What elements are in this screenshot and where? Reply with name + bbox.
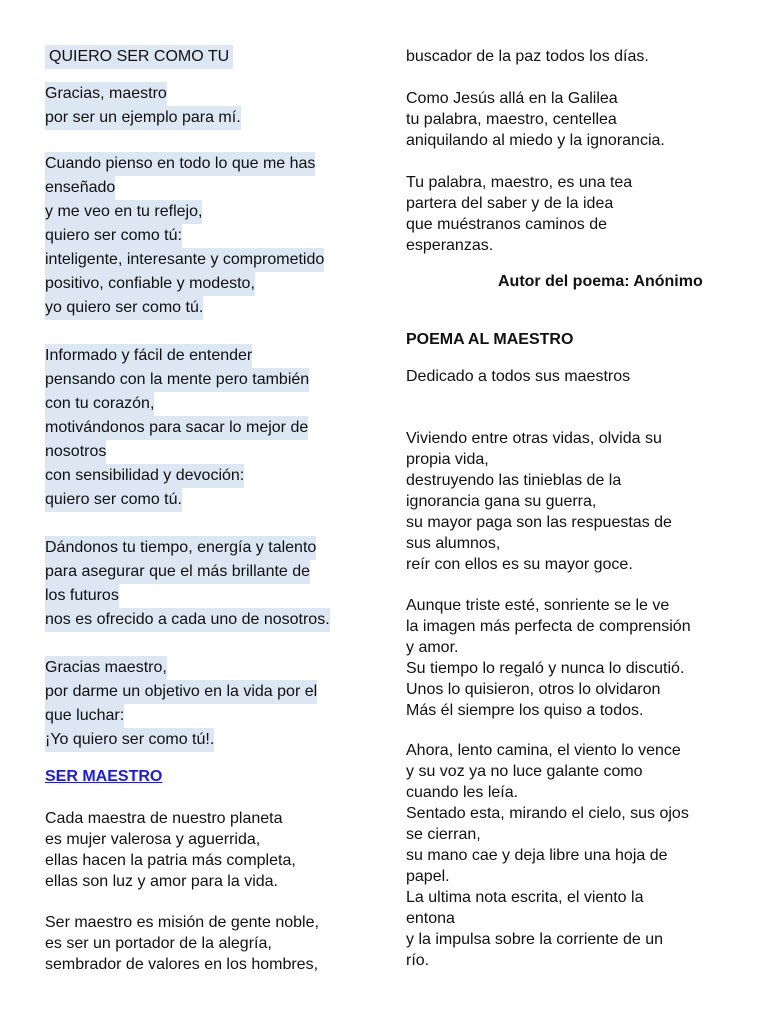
poem-line: su mayor paga son las respuestas de	[406, 514, 672, 531]
poem-line: quiero ser como tú.	[45, 488, 182, 512]
poem-line: Informado y fácil de entender	[45, 344, 252, 368]
dedication-text: Dedicado a todos sus maestros	[406, 368, 631, 385]
poem-line: Viviendo entre otras vidas, olvida su	[406, 430, 662, 447]
poem-line: se cierran,	[406, 826, 481, 843]
poem-line: aniquilando al miedo y la ignorancia.	[406, 132, 665, 149]
poem-line: para asegurar que el más brillante de	[45, 560, 310, 584]
poem-line: buscador de la paz todos los días.	[406, 48, 649, 65]
left-stanza-1	[45, 82, 241, 130]
poem-line: que muéstranos caminos de	[406, 216, 607, 233]
dedication	[406, 366, 630, 387]
right-stanza-1	[406, 46, 649, 67]
poem-line: Su tiempo lo regaló y nunca lo discutió.	[406, 660, 685, 677]
poem-line: Aunque triste esté, sonriente se le ve	[406, 597, 670, 614]
poem-line: Sentado esta, mirando el cielo, sus ojos	[406, 805, 689, 822]
poem-line: Tu palabra, maestro, es una tea	[406, 174, 633, 191]
right-stanza-6	[406, 740, 689, 971]
poem-line: sembrador de valores en los hombres,	[45, 956, 319, 973]
left-stanza-6	[45, 808, 296, 892]
author-line	[498, 271, 703, 292]
poem-line: por ser un ejemplo para mí.	[45, 106, 241, 130]
poem-line: y su voz ya no luce galante como	[406, 763, 643, 780]
left-stanza-7	[45, 912, 319, 975]
poem-line: y amor.	[406, 639, 459, 656]
poem-line: enseñado	[45, 176, 115, 200]
right-stanza-2	[406, 88, 665, 151]
poem-line: quiero ser como tú:	[45, 224, 182, 248]
poem-line: Ahora, lento camina, el viento lo vence	[406, 742, 681, 759]
poem-line: Cada maestra de nuestro planeta	[45, 810, 283, 827]
right-stanza-3	[406, 172, 632, 256]
poem-line: ellas hacen la patria más completa,	[45, 852, 296, 869]
poem-line: tu palabra, maestro, centellea	[406, 111, 617, 128]
poem-line: con tu corazón,	[45, 392, 154, 416]
author-text: Autor del poema: Anónimo	[498, 273, 703, 290]
left-stanza-4	[45, 536, 330, 632]
poem-title-text: QUIERO SER COMO TU	[45, 45, 233, 69]
poem-line: por darme un objetivo en la vida por el	[45, 680, 317, 704]
poem-line: ¡Yo quiero ser como tú!.	[45, 728, 214, 752]
poem-line: sus alumnos,	[406, 535, 501, 552]
poem-line: pensando con la mente pero también	[45, 368, 309, 392]
poem-line: cuando les leía.	[406, 784, 519, 801]
left-stanza-3	[45, 344, 309, 512]
poem-line: Gracias, maestro	[45, 82, 167, 106]
poem-line: su mano cae y deja libre una hoja de	[406, 847, 668, 864]
poem-title	[45, 45, 233, 69]
poem-line: es mujer valerosa y aguerrida,	[45, 831, 261, 848]
poem-line: Cuando pienso en todo lo que me has	[45, 152, 315, 176]
poem-line: y la impulsa sobre la corriente de un	[406, 931, 664, 948]
poem-line: es ser un portador de la alegría,	[45, 935, 272, 952]
poem-line: destruyendo las tinieblas de la	[406, 472, 622, 489]
poem-line: propia vida,	[406, 451, 489, 468]
poem-line: positivo, confiable y modesto,	[45, 272, 255, 296]
poem-line: inteligente, interesante y comprometido	[45, 248, 324, 272]
poem-line: Gracias maestro,	[45, 656, 167, 680]
poem-line: Ser maestro es misión de gente noble,	[45, 914, 319, 931]
right-stanza-4	[406, 428, 672, 575]
poem-line: Dándonos tu tiempo, energía y talento	[45, 536, 316, 560]
poem-line: con sensibilidad y devoción:	[45, 464, 244, 488]
right-stanza-5	[406, 595, 691, 721]
poem-line: nos es ofrecido a cada uno de nosotros.	[45, 608, 330, 632]
poem-line: La ultima nota escrita, el viento la	[406, 889, 644, 906]
poem-line: partera del saber y de la idea	[406, 195, 614, 212]
poem-line: que luchar:	[45, 704, 124, 728]
poem-line: río.	[406, 952, 430, 969]
poem-line: ignorancia gana su guerra,	[406, 493, 597, 510]
poem-line: nosotros	[45, 440, 106, 464]
section-title	[406, 329, 573, 350]
ser-maestro-link[interactable]: SER MAESTRO	[45, 768, 163, 785]
poem-line: la imagen más perfecta de comprensión	[406, 618, 691, 635]
poem-line: reír con ellos es su mayor goce.	[406, 556, 633, 573]
poem-line: Como Jesús allá en la Galilea	[406, 90, 618, 107]
poem-line: esperanzas.	[406, 237, 494, 254]
poema-al-maestro-title: POEMA AL MAESTRO	[406, 331, 574, 348]
poem-line: y me veo en tu reflejo,	[45, 200, 202, 224]
poem-line: motivándonos para sacar lo mejor de	[45, 416, 308, 440]
poem-line: entona	[406, 910, 455, 927]
left-stanza-5	[45, 656, 317, 752]
poem-line: Unos lo quisieron, otros lo olvidaron	[406, 681, 661, 698]
poem-line: Más él siempre los quiso a todos.	[406, 702, 644, 719]
poem-line: ellas son luz y amor para la vida.	[45, 873, 278, 890]
poem-line: los futuros	[45, 584, 119, 608]
poem-line: papel.	[406, 868, 450, 885]
ser-maestro-link-wrap	[45, 765, 162, 789]
poem-line: yo quiero ser como tú.	[45, 296, 203, 320]
left-stanza-2	[45, 152, 324, 320]
